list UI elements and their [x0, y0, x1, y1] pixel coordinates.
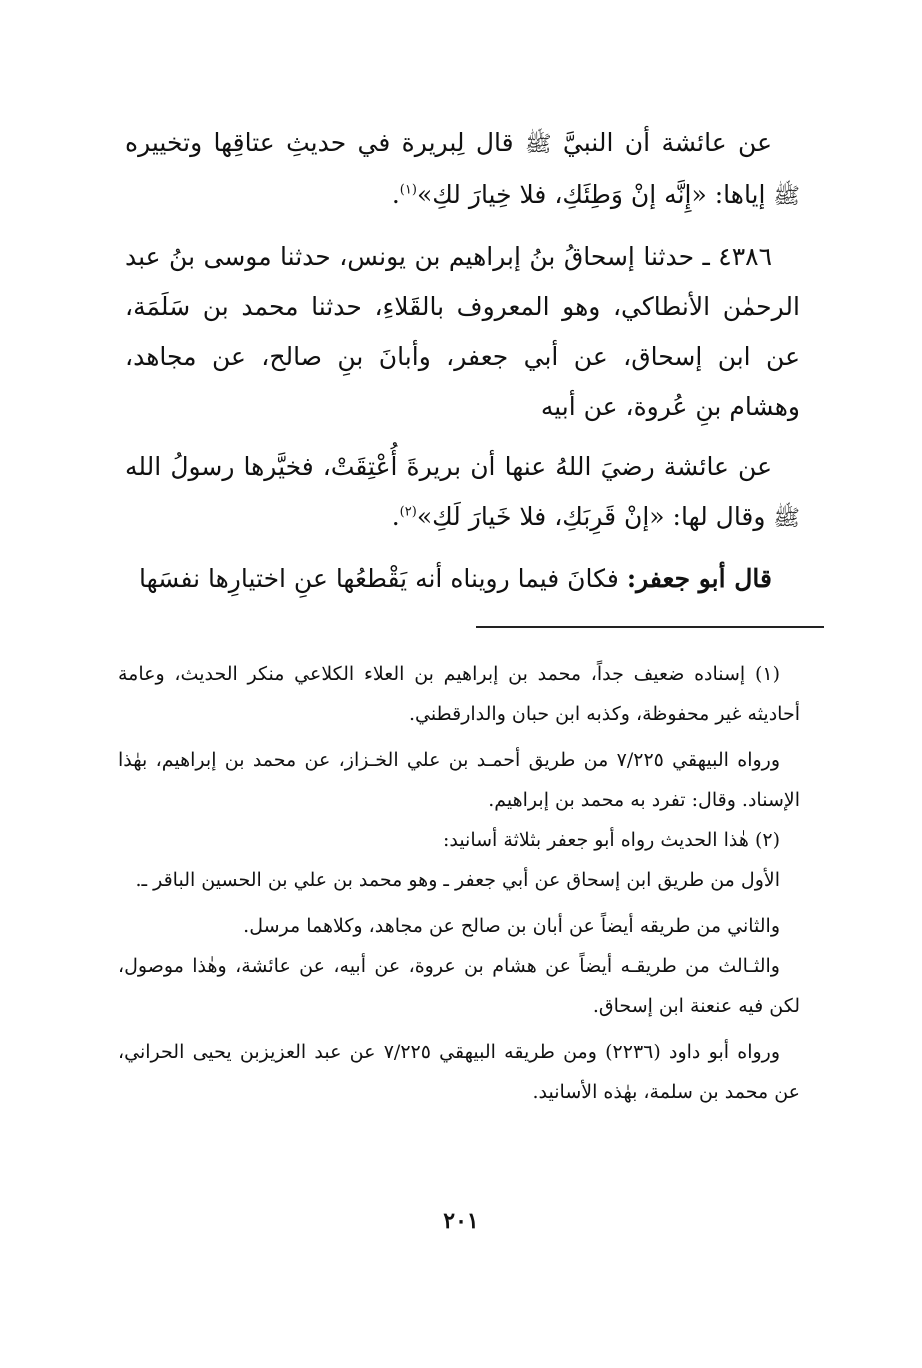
footnote: ورواه أبو داود (٢٢٣٦) ومن طريقه البيهقي ٧/٢٢٥ عن عبد العزيزبن يحيى الحراني، عن محمد بن سلمة، بهٰذه الأسانيد. — [118, 1041, 800, 1103]
footnote: ورواه البيهقي ٧/٢٢٥ من طريق أحمـد بن علي الخـزاز، عن محمد بن إبراهيم، بهٰذا الإسناد. وقال: تفرد به محمد بن إبراهيم. — [118, 749, 800, 811]
commentary-paragraph — [125, 554, 800, 604]
paragraph-text: عن عائشة أن النبيَّ — [562, 128, 772, 157]
paragraph-text: وقال لها: «إنْ قَرِبَكِ، فلا خَيارَ لَكِ» — [416, 502, 766, 531]
footnote-reference: (٢) — [399, 504, 417, 520]
main-text — [125, 118, 800, 604]
page-number: ٢٠١ — [443, 1208, 479, 1234]
paragraph-text: عن عائشة رضيَ اللهُ عنها أن بريرةَ أُعْتِقَتْ، فخيَّرها رسولُ الله — [125, 452, 772, 481]
hadith-number: ٤٣٨٦ — [718, 242, 772, 271]
footnotes — [118, 654, 800, 1112]
punctuation: . — [391, 180, 400, 209]
salla-ligature-icon: ﷺ — [524, 132, 552, 157]
paragraph-text: إياها: «إِنَّه إنْ وَطِئَكِ، فلا خِيارَ لكِ» — [416, 180, 766, 209]
paragraph-text: قال لِبريرة في حديثِ عتاقِها وتخييره — [125, 128, 514, 157]
salla-ligature-icon: ﷺ — [773, 506, 800, 531]
paragraph-text: ـ حدثنا إسحاقُ بنُ إبراهيم بن يونس، حدثنا موسى بنُ عبد الرحمٰن الأنطاكي، وهو المعروف بالقَلاءِ، حدثنا محمد بن سَلَمَة، عن ابن إسحاق، عن أبي جعفر، وأبانَ بنِ صالح، عن مجاهد، وهشام بنِ عُروة، عن أبيه — [125, 242, 800, 421]
speaker-label: قال أبو جعفر: — [626, 564, 772, 593]
footnote-divider — [476, 626, 824, 628]
paragraph-text: فكانَ فيما رويناه أنه يَقْطعُها عنِ اختيارِها نفسَها — [139, 564, 619, 593]
footnote: والثـالث من طريقـه أيضاً عن هشام بن عروة، عن أبيه، عن عائشة، وهٰذا موصول، لكن فيه عنعنة ابن إسحاق. — [118, 955, 800, 1017]
hadith-text-paragraph — [125, 118, 800, 222]
isnad-paragraph — [125, 232, 800, 432]
salla-ligature-icon: ﷺ — [773, 184, 800, 209]
footnote: والثاني من طريقه أيضاً عن أبان بن صالح عن مجاهد، وكلاهما مرسل. — [243, 915, 780, 937]
hadith-text-paragraph — [125, 442, 800, 544]
punctuation: . — [391, 502, 400, 531]
footnote: (٢) هٰذا الحديث رواه أبو جعفر بثلاثة أسانيد: — [442, 829, 780, 851]
footnote: (١) إسناده ضعيف جداً، محمد بن إبراهيم بن العلاء الكلاعي منكر الحديث، وعامة أحاديثه غير محفوظة، وكذبه ابن حبان والدارقطني. — [118, 663, 800, 725]
footnote: الأول من طريق ابن إسحاق عن أبي جعفر ـ وهو محمد بن علي بن الحسين الباقر ـ. — [135, 869, 780, 891]
footnote-reference: (١) — [399, 182, 417, 198]
